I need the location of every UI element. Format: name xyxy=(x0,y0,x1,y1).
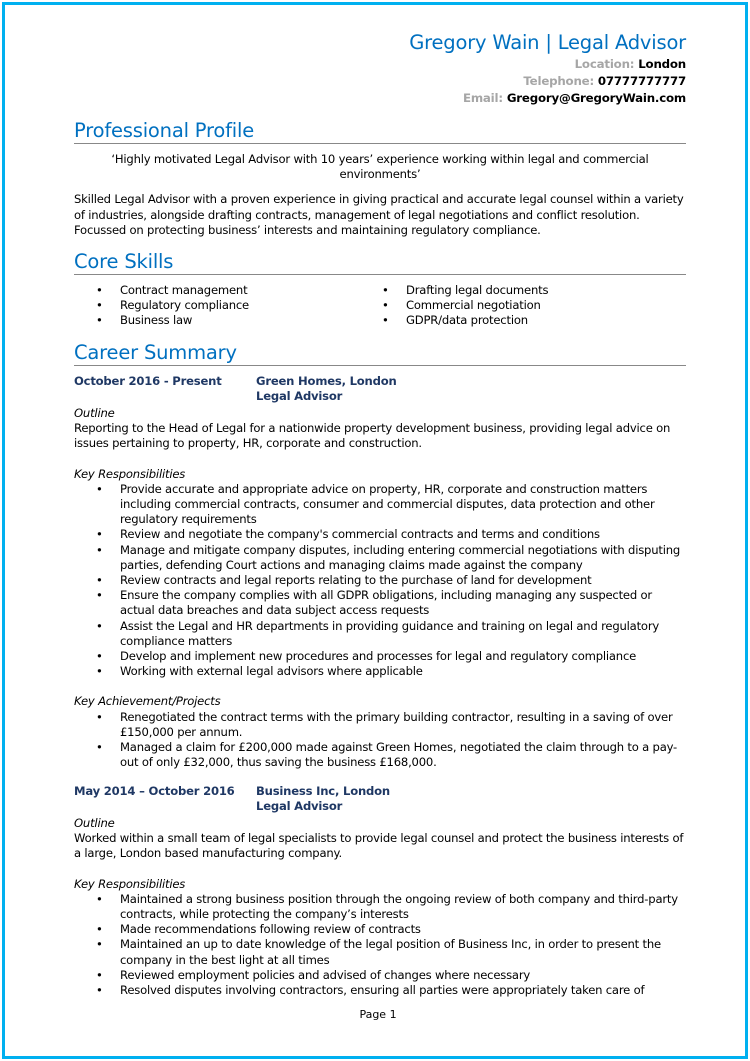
list-item: • Provide accurate and appropriate advice on property, HR, corporate and construction matters including commercial contracts, consumer and commercial disputes, data protection and other regulatory requirements xyxy=(74,482,686,528)
list-item: • Maintained an up to date knowledge of the legal position of Business Inc, in order to present the company in the best light at all times xyxy=(74,937,686,967)
outline-label: Outline xyxy=(74,815,115,830)
job-entry xyxy=(74,784,686,999)
skills-right xyxy=(360,283,686,329)
list-item: • Renegotiated the contract terms with the primary building contractor, resulting in a saving of over £150,000 per annum. xyxy=(74,710,686,740)
jobs xyxy=(74,374,686,999)
list-item: • Review contracts and legal reports relating to the purchase of land for development xyxy=(74,573,686,588)
job-company: Green Homes, London xyxy=(256,373,397,388)
cv-title: Gregory Wain | Legal Advisor xyxy=(409,31,686,54)
contact-location: Location: London xyxy=(574,57,686,71)
skills-heading: Core Skills xyxy=(74,250,686,275)
cv-content xyxy=(74,30,686,998)
job-outline: Worked within a small team of legal specialists to provide legal counsel and protect the business interests of a large, London based manufacturing company. xyxy=(74,831,684,861)
list-item: • Manage and mitigate company disputes, including entering commercial negotiations with disputing parties, defending Court actions and managing claims made against the company xyxy=(74,543,686,573)
page xyxy=(2,2,748,1059)
job-header xyxy=(74,784,686,814)
job-header xyxy=(74,374,686,404)
responsibilities-list xyxy=(74,482,686,680)
list-item: • Assist the Legal and HR departments in providing guidance and training on legal and regulatory compliance matters xyxy=(74,619,686,649)
list-item: • Made recommendations following review of contracts xyxy=(74,922,686,937)
list-item: • Ensure the company complies with all GDPR obligations, including managing any suspected or actual data breaches and data subject access requests xyxy=(74,588,686,618)
list-item: • Contract management xyxy=(74,283,380,298)
job-role: Legal Advisor xyxy=(256,798,343,813)
list-item: • Commercial negotiation xyxy=(360,298,686,313)
list-item: • Resolved disputes involving contractors, ensuring all parties were appropriately taken care of xyxy=(74,983,686,998)
list-item: • GDPR/data protection xyxy=(360,313,686,328)
skills-left xyxy=(74,283,380,329)
profile-body: Skilled Legal Advisor with a proven experience in giving practical and accurate legal counsel within a variety of industries, alongside drafting contracts, management of legal negotiations and conflict resolution. Focussed on protecting business’ interests and maintaining regulatory compliance. xyxy=(74,192,684,237)
contact-telephone: Telephone: 07777777777 xyxy=(523,74,686,88)
job-dates: October 2016 - Present xyxy=(74,373,222,388)
contact-email: Email: Gregory@GregoryWain.com xyxy=(462,91,686,105)
achievements-label: Key Achievement/Projects xyxy=(74,694,221,709)
job-outline: Reporting to the Head of Legal for a nationwide property development business, providing legal advice on issues pertaining to property, HR, corporate and construction. xyxy=(74,421,671,451)
job-role: Legal Advisor xyxy=(256,388,343,403)
profile-heading: Professional Profile xyxy=(74,119,686,144)
list-item: • Working with external legal advisors where applicable xyxy=(74,664,686,679)
list-item: • Business law xyxy=(74,313,380,328)
job-dates: May 2014 – October 2016 xyxy=(74,783,235,798)
list-item: • Regulatory compliance xyxy=(74,298,380,313)
responsibilities-label: Key Responsibilities xyxy=(74,876,186,891)
list-item: • Reviewed employment policies and advised of changes where necessary xyxy=(74,968,686,983)
outline-label: Outline xyxy=(74,406,115,421)
list-item: • Review and negotiate the company's commercial contracts and terms and conditions xyxy=(74,527,686,542)
achievements-list xyxy=(74,710,686,771)
career-heading: Career Summary xyxy=(74,341,686,366)
skills-list xyxy=(74,283,686,329)
responsibilities-list xyxy=(74,892,686,998)
list-item: • Maintained a strong business position through the ongoing review of both company and third-party contracts, while protecting the company’s interests xyxy=(74,892,686,922)
job-company: Business Inc, London xyxy=(256,783,390,798)
list-item: • Managed a claim for £200,000 made against Green Homes, negotiated the claim through to a pay-out of only £32,000, thus saving the business £168,000. xyxy=(74,740,686,770)
job-entry xyxy=(74,374,686,771)
responsibilities-label: Key Responsibilities xyxy=(74,466,186,481)
list-item: • Develop and implement new procedures and processes for legal and regulatory compliance xyxy=(74,649,686,664)
profile-quote: ‘Highly motivated Legal Advisor with 10 years’ experience working within legal and commercial environments’ xyxy=(111,152,649,182)
page-number: Page 1 xyxy=(359,1008,397,1021)
list-item: • Drafting legal documents xyxy=(360,283,686,298)
